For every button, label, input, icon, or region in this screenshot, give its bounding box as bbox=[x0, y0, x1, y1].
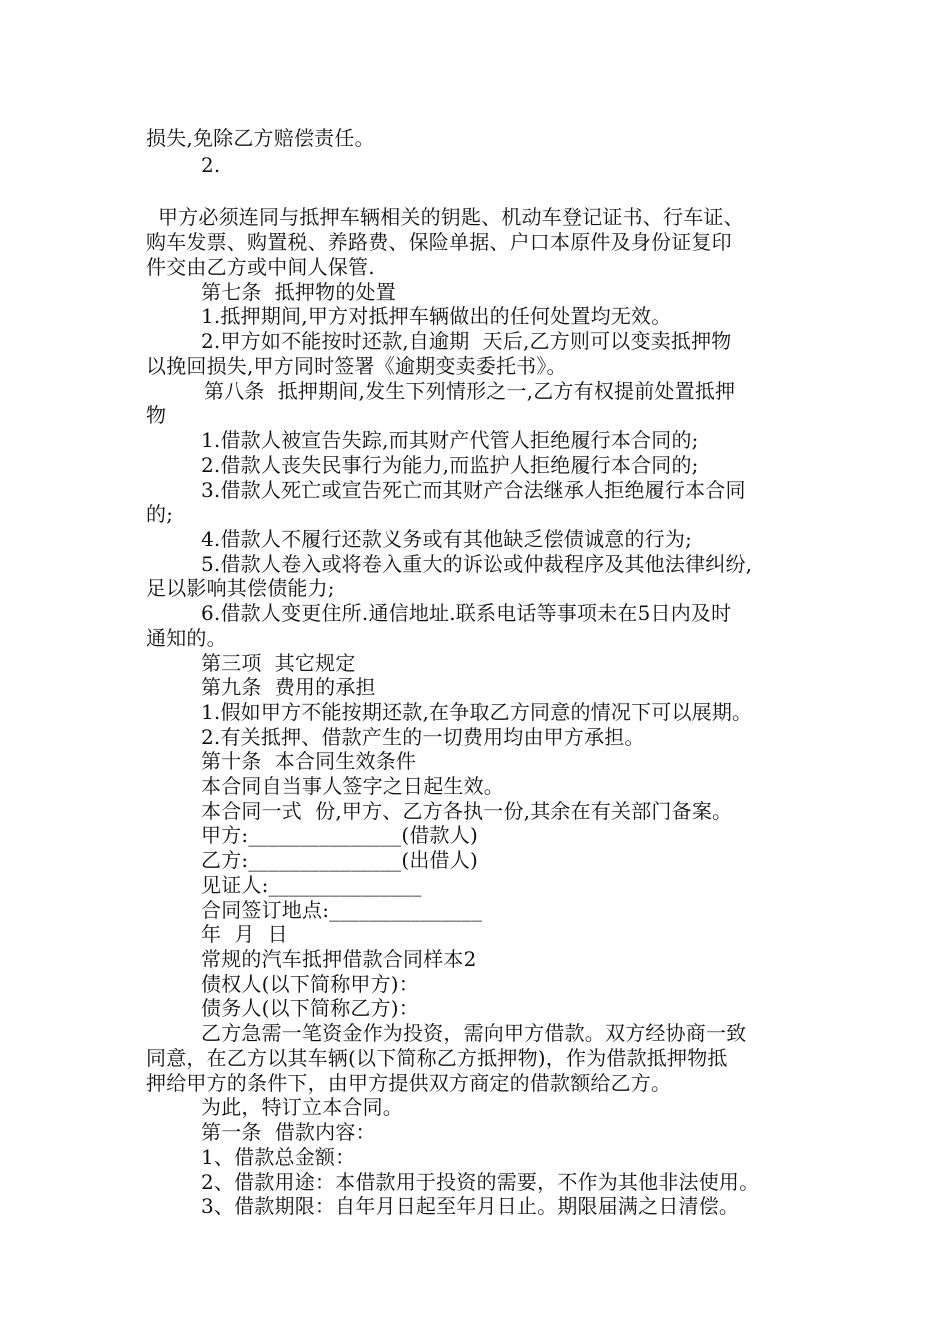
text-line: 以挽回损失,甲方同时签署《逾期变卖委托书》。 bbox=[146, 354, 567, 378]
text-line: 本合同自当事人签字之日起生效。 bbox=[201, 774, 504, 798]
text-line: 足以影响其偿债能力; bbox=[146, 576, 335, 600]
text-line: 本合同一式 份,甲方、乙方各执一份,其余在有关部门备案。 bbox=[201, 799, 733, 823]
list-item: 3.借款人死亡或宣告死亡而其财产合法继承人拒绝履行本合同 bbox=[201, 478, 746, 502]
document-title: 常规的汽车抵押借款合同样本2 bbox=[201, 947, 477, 971]
text-line: 押给甲方的条件下，由甲方提供双方商定的借款额给乙方。 bbox=[146, 1071, 672, 1095]
text-line: 的; bbox=[146, 502, 174, 526]
text-line: 甲方必须连同与抵押车辆相关的钥匙、机动车登记证书、行车证、 bbox=[158, 205, 744, 229]
text-line: 购车发票、购置税、养路费、保险单据、户口本原件及身份证复印 bbox=[146, 230, 732, 254]
text-line: 1.抵押期间,甲方对抵押车辆做出的任何处置均无效。 bbox=[201, 304, 672, 328]
list-item: 4.借款人不履行还款义务或有其他缺乏偿债诚意的行为; bbox=[201, 527, 693, 551]
list-item: 2.借款人丧失民事行为能力,而监护人拒绝履行本合同的; bbox=[201, 453, 699, 477]
text-line: 件交由乙方或中间人保管. bbox=[146, 255, 375, 279]
list-item: 3、借款期限：自年月日起至年月日止。期限届满之日清偿。 bbox=[201, 1194, 740, 1218]
signature-line: 见证人:_______________ bbox=[201, 873, 422, 897]
list-item: 2.有关抵押、借款产生的一切费用均由甲方承担。 bbox=[201, 725, 645, 749]
section-heading: 第七条 抵押物的处置 bbox=[201, 280, 396, 304]
section-heading: 第九条 费用的承担 bbox=[201, 675, 376, 699]
text-line: 通知的。 bbox=[146, 626, 227, 650]
date-line: 年 月 日 bbox=[201, 922, 288, 946]
text-line: 同意，在乙方以其车辆(以下简称乙方抵押物)，作为借款抵押物抵 bbox=[146, 1046, 728, 1070]
text-line: 损失,免除乙方赔偿责任。 bbox=[146, 126, 375, 150]
text-line: 债务人(以下简称乙方)： bbox=[201, 996, 420, 1020]
text-line: 物 bbox=[146, 403, 167, 427]
signature-line: 甲方:_______________(借款人) bbox=[201, 823, 478, 847]
list-number: 2. bbox=[201, 153, 221, 177]
list-item: 5.借款人卷入或将卷入重大的诉讼或仲裁程序及其他法律纠纷, bbox=[201, 552, 753, 576]
text-line: 2.甲方如不能按时还款,自逾期 天后,乙方则可以变卖抵押物 bbox=[201, 329, 732, 353]
list-item: 2、借款用途：本借款用于投资的需要，不作为其他非法使用。 bbox=[201, 1170, 760, 1194]
list-item: 6.借款人变更住所.通信地址.联系电话等事项未在5日内及时 bbox=[201, 601, 732, 625]
list-item: 1.借款人被宣告失踪,而其财产代管人拒绝履行本合同的; bbox=[201, 428, 699, 452]
list-item: 1.假如甲方不能按期还款,在争取乙方同意的情况下可以展期。 bbox=[201, 700, 753, 724]
text-line: 债权人(以下简称甲方)： bbox=[201, 972, 420, 996]
section-heading: 第一条 借款内容： bbox=[201, 1120, 376, 1144]
text-line: 为此，特订立本合同。 bbox=[201, 1095, 403, 1119]
section-heading: 第十条 本合同生效条件 bbox=[201, 749, 417, 773]
section-heading: 第三项 其它规定 bbox=[201, 651, 356, 675]
signature-line: 合同签订地点:_______________ bbox=[201, 898, 483, 922]
list-item: 1、借款总金额： bbox=[201, 1145, 356, 1169]
section-heading: 第八条 抵押期间,发生下列情形之一,乙方有权提前处置抵押 bbox=[204, 379, 736, 403]
text-line: 乙方急需一笔资金作为投资，需向甲方借款。双方经协商一致 bbox=[201, 1021, 747, 1045]
signature-line: 乙方:_______________(出借人) bbox=[201, 848, 478, 872]
